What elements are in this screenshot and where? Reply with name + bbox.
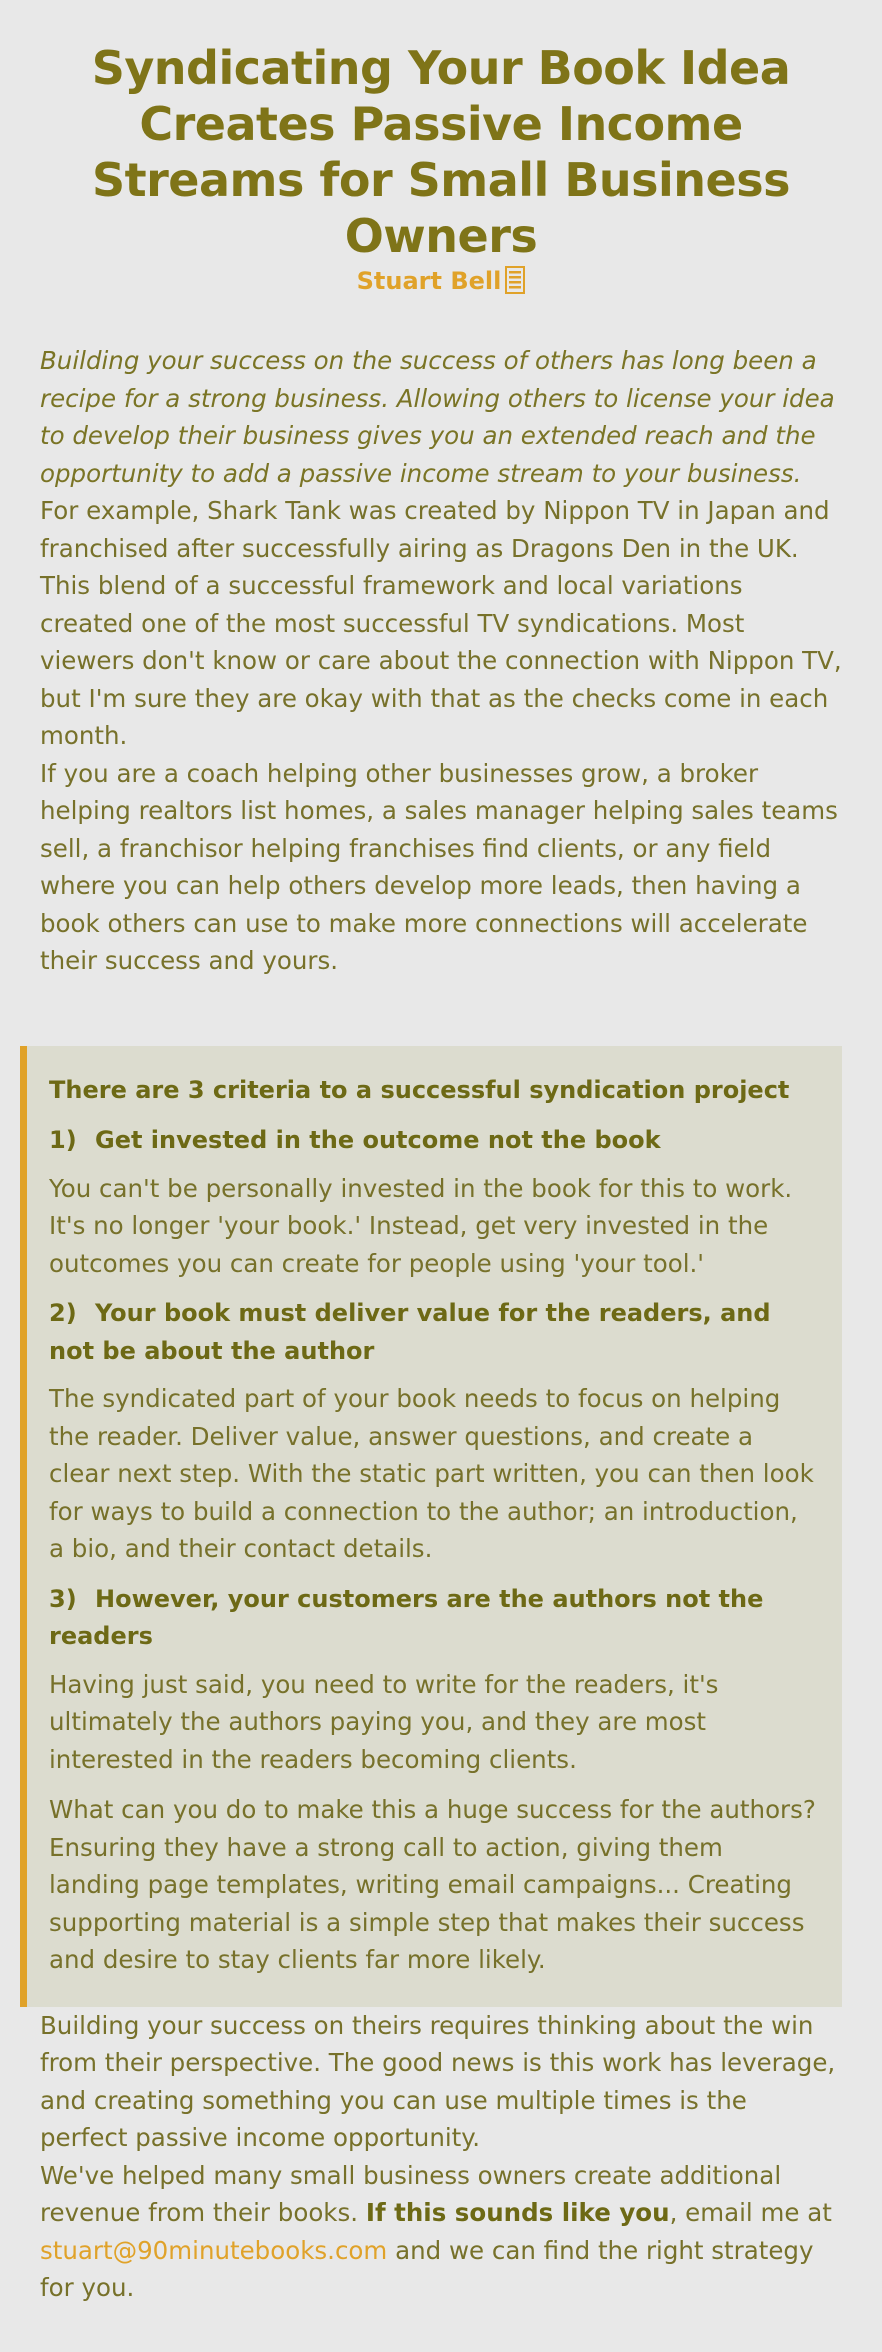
body-paragraph-2: If you are a coach helping other businesses grow, a broker helping realtors list homes, a sales manager helping sales teams sell, a franchisor helping franchises find clients, or any field where you can help others develop more leads, then having a book others can use to make more connections will accelerate their success and yours. [40, 758, 838, 975]
criterion-2-text: The syndicated part of your book needs to focus on helping the reader. Deliver value, answer questions, and create a clear next step. With the static part written, you can then look for ways to build a connection to the author; an introduction, a bio, and their contact details. [49, 1384, 814, 1563]
criterion-2-title-text: Your book must deliver value for the readers, and not be about the author [49, 1299, 771, 1365]
criterion-1-number: 1) [49, 1126, 77, 1154]
body-paragraph-1: For example, Shark Tank was created by Nippon TV in Japan and franchised after successfully airing as Dragons Den in the UK. This blend of a successful framework and local variations created one of the most successful TV syndications. Most viewers don't know or care about the connection with Nippon TV, but I'm sure they are okay with that as the checks come in each month. [40, 496, 842, 750]
criterion-3-number: 3) [49, 1584, 77, 1613]
email-link[interactable]: stuart@90minutebooks.com [40, 2235, 388, 2265]
author-name[interactable]: Stuart Bell [356, 267, 502, 295]
paragraph-4-start: We've helped many small business owners create additional revenue from their books. [40, 2160, 782, 2227]
criterion-1-title [49, 1122, 818, 1160]
author-byline [40, 266, 842, 296]
article-title: Syndicating Your Book Idea Creates Passive Income Streams for Small Business Owners [91, 41, 791, 263]
criterion-2-title [49, 1295, 818, 1370]
callout-heading: There are 3 criteria to a successful syndication project [49, 1075, 790, 1104]
paragraph-4-end: and we can find the right strategy for you. [40, 2235, 814, 2302]
criterion-3-title [49, 1581, 818, 1656]
body-paragraph-3: Building your success on theirs requires thinking about the win from their perspective. The good news is this work has leverage, and creating something you can use multiple times is the perfect passive income opportunity. [40, 2010, 836, 2152]
criterion-3-text-2: What can you do to make this a huge success for the authors? Ensuring they have a strong call to action, giving them landing page templates, writing email campaigns... Creating supporting material is a simple step that makes their success and desire to stay clients far more likely. [49, 1795, 816, 1974]
paragraph-4-mid: , email me at [669, 2198, 832, 2227]
paragraph-4-bold: If this sounds like you [365, 2198, 670, 2227]
criteria-callout [20, 1046, 842, 2007]
criterion-1-title-text: Get invested in the outcome not the book [95, 1126, 661, 1154]
body-paragraph-4 [40, 2157, 842, 2307]
criterion-1-text: You can't be personally invested in the book for this to work. It's no longer 'your book.' Instead, get very invested in the outcomes you can create for people using 'your tool.' [49, 1173, 793, 1278]
criterion-3-title-text: However, your customers are the authors not the readers [49, 1584, 764, 1650]
criterion-3-text: Having just said, you need to write for the readers, it's ultimately the authors paying you, and they are most interested in the readers becoming clients. [49, 1669, 719, 1774]
criterion-2-number: 2) [49, 1299, 77, 1327]
document-icon [505, 266, 525, 294]
intro-paragraph: Building your success on the success of others has long been a recipe for a strong business. Allowing others to license your idea to develop their business gives you an extended reach and the opportunity to add a passive income stream to your business. [40, 346, 835, 488]
